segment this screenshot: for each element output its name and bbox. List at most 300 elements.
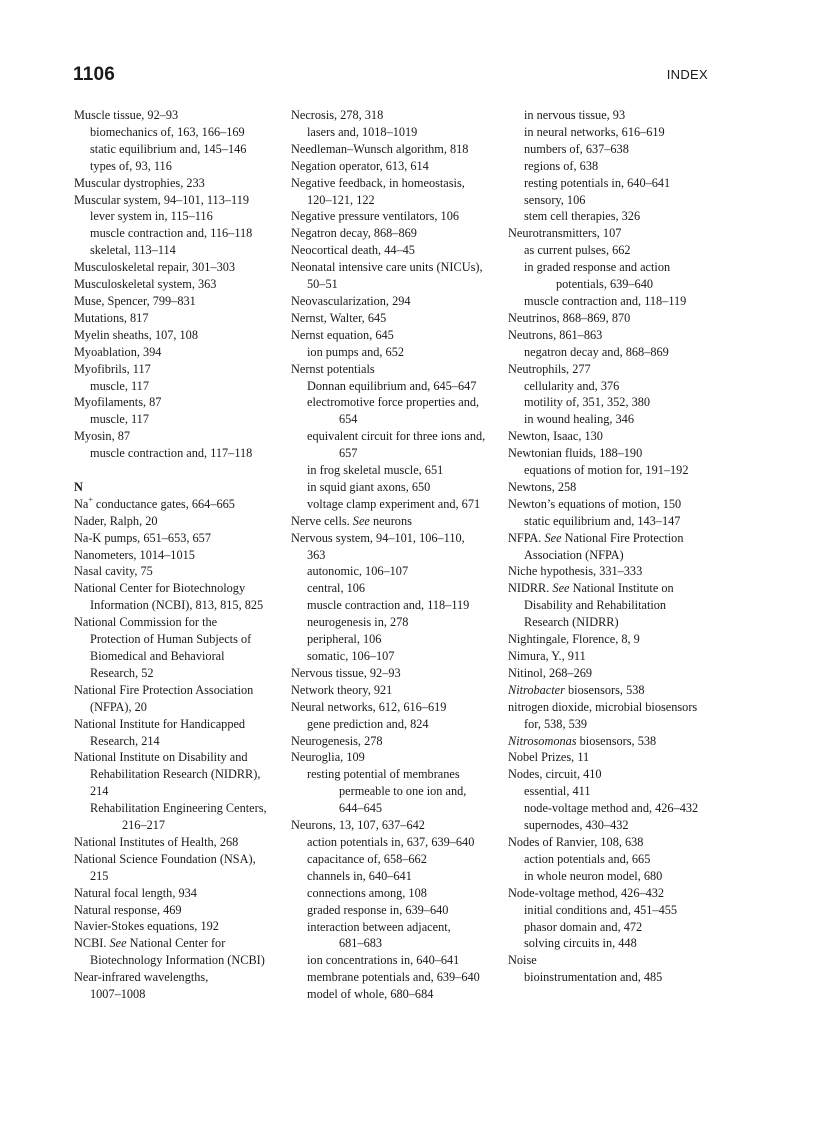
entry-text: Myofibrils, 117 xyxy=(74,361,151,376)
index-heading xyxy=(74,513,279,530)
entry-text: initial conditions and, 451–455 xyxy=(524,902,678,917)
index-subentry xyxy=(291,614,503,631)
index-subentry xyxy=(291,834,503,851)
index-subentry xyxy=(508,192,714,209)
entry-text: connections among, 108 xyxy=(307,885,427,900)
entry-text: 681–683 xyxy=(339,936,383,951)
entry-text: in squid giant axons, 650 xyxy=(307,479,431,494)
index-subentry xyxy=(291,597,503,614)
entry-text: Node-voltage method, 426–432 xyxy=(508,885,665,900)
entry-text: autonomic, 106–107 xyxy=(307,564,409,579)
see-reference: See xyxy=(544,530,562,545)
entry-text: Nasal cavity, 75 xyxy=(74,564,153,579)
entry-text: Information (NCBI), 813, 815, 825 xyxy=(90,598,264,613)
index-subentry xyxy=(74,225,279,242)
entry-text: Nernst, Walter, 645 xyxy=(291,310,387,325)
index-heading xyxy=(74,682,279,699)
entry-text-rest: National Fire Protection xyxy=(561,530,684,545)
index-heading xyxy=(291,749,503,766)
index-entry xyxy=(508,496,714,530)
entry-text: Natural response, 469 xyxy=(74,902,182,917)
index-entry xyxy=(291,699,503,733)
entry-text: as current pulses, 662 xyxy=(524,243,631,258)
index-heading xyxy=(291,141,503,158)
index-subentry xyxy=(291,563,503,580)
index-subentry xyxy=(508,462,714,479)
entry-text: Nanometers, 1014–1015 xyxy=(74,547,195,562)
index-heading xyxy=(291,293,503,310)
index-entry xyxy=(508,361,714,429)
index-heading xyxy=(508,648,714,665)
index-subentry xyxy=(74,733,279,750)
entry-text: Muscular system, 94–101, 113–119 xyxy=(74,192,249,207)
index-entry xyxy=(74,344,279,361)
entry-text: Na xyxy=(74,496,89,511)
index-heading xyxy=(74,530,279,547)
index-entry xyxy=(74,580,279,614)
index-subentry xyxy=(291,428,503,445)
entry-text: Protection of Human Subjects of xyxy=(90,632,252,647)
entry-text: neurogenesis in, 278 xyxy=(307,615,409,630)
index-heading xyxy=(508,563,714,580)
entry-text: Neovascularization, 294 xyxy=(291,293,411,308)
entry-text: Donnan equilibrium and, 645–647 xyxy=(307,378,477,393)
index-heading xyxy=(291,665,503,682)
index-entry xyxy=(74,902,279,919)
index-entry xyxy=(291,158,503,175)
entry-text: Na-K pumps, 651–653, 657 xyxy=(74,530,211,545)
index-entry xyxy=(508,563,714,580)
index-entry xyxy=(291,530,503,665)
index-entry xyxy=(74,394,279,428)
index-subentry xyxy=(508,175,714,192)
index-heading xyxy=(291,361,503,378)
entry-text: stem cell therapies, 326 xyxy=(524,209,641,224)
entry-text: Nightingale, Florence, 8, 9 xyxy=(508,632,640,647)
entry-text: NIDRR. xyxy=(508,581,553,596)
index-heading xyxy=(508,749,714,766)
index-subentry xyxy=(508,158,714,175)
index-subentry xyxy=(508,783,714,800)
index-entry xyxy=(291,513,503,530)
index-entry xyxy=(508,631,714,648)
index-subentry xyxy=(508,344,714,361)
index-subentry xyxy=(508,411,714,428)
index-subentry xyxy=(291,547,503,564)
index-subentry xyxy=(74,665,279,682)
index-heading xyxy=(74,259,279,276)
entry-text: Neonatal intensive care units (NICUs), xyxy=(291,260,483,275)
entry-text: gene prediction and, 824 xyxy=(307,716,429,731)
index-entry xyxy=(291,733,503,750)
index-heading xyxy=(508,479,714,496)
index-subentry xyxy=(291,885,503,902)
index-heading xyxy=(74,547,279,564)
index-subentry xyxy=(508,141,714,158)
index-column-1 xyxy=(74,107,279,1003)
index-entry xyxy=(291,682,503,699)
entry-text: negatron decay and, 868–869 xyxy=(524,344,669,359)
index-subentry xyxy=(74,783,279,800)
index-subentry xyxy=(291,192,503,209)
index-subentry xyxy=(74,124,279,141)
index-heading xyxy=(291,175,503,192)
entry-text: muscle contraction and, 116–118 xyxy=(90,226,253,241)
entry-text: biomechanics of, 163, 166–169 xyxy=(90,124,245,139)
index-entry xyxy=(291,259,503,293)
index-subentry xyxy=(508,851,714,868)
entry-text: skeletal, 113–114 xyxy=(90,243,176,258)
entry-text: in whole neuron model, 680 xyxy=(524,868,663,883)
entry-text: in neural networks, 616–619 xyxy=(524,124,665,139)
index-heading xyxy=(74,394,279,411)
index-subentry xyxy=(291,648,503,665)
index-subentry xyxy=(291,902,503,919)
index-entry xyxy=(74,259,279,276)
entry-text: Negative pressure ventilators, 106 xyxy=(291,209,460,224)
index-subentry xyxy=(74,986,279,1003)
entry-text: National Institute for Handicapped xyxy=(74,716,246,731)
entry-text: Newton’s equations of motion, 150 xyxy=(508,496,682,511)
entry-text: muscle contraction and, 118–119 xyxy=(524,293,687,308)
index-entry xyxy=(508,766,714,834)
entry-text: node-voltage method and, 426–432 xyxy=(524,801,699,816)
index-entry xyxy=(508,665,714,682)
entry-text-rest: biosensors, 538 xyxy=(564,682,645,697)
index-heading xyxy=(291,158,503,175)
index-heading xyxy=(508,496,714,513)
index-heading xyxy=(291,259,503,276)
entry-text: Association (NFPA) xyxy=(524,547,624,562)
index-entry xyxy=(508,834,714,885)
index-heading xyxy=(74,496,279,513)
entry-text-rest: National Institute on xyxy=(569,581,674,596)
entry-text: Newton, Isaac, 130 xyxy=(508,429,603,444)
index-subentry xyxy=(74,817,279,834)
entry-text: phasor domain and, 472 xyxy=(524,919,643,934)
index-subentry xyxy=(508,800,714,817)
entry-text: 363 xyxy=(307,547,326,562)
entry-text: ion concentrations in, 640–641 xyxy=(307,953,460,968)
index-entry xyxy=(74,834,279,851)
index-entry xyxy=(508,107,714,225)
superscript: + xyxy=(88,494,93,504)
index-heading xyxy=(508,699,714,716)
index-entry xyxy=(74,547,279,564)
index-entry xyxy=(74,749,279,834)
entry-text: Nodes, circuit, 410 xyxy=(508,767,602,782)
entry-text: Nader, Ralph, 20 xyxy=(74,513,158,528)
index-subentry xyxy=(74,766,279,783)
index-entry xyxy=(74,682,279,716)
index-subentry xyxy=(291,919,503,936)
entry-text-rest: neurons xyxy=(369,513,412,528)
index-subentry xyxy=(508,276,714,293)
entry-text: static equilibrium and, 143–147 xyxy=(524,513,681,528)
index-heading xyxy=(508,665,714,682)
index-entry xyxy=(508,952,714,986)
entry-text: Nervous tissue, 92–93 xyxy=(291,665,401,680)
index-heading xyxy=(508,107,714,124)
index-subentry xyxy=(508,378,714,395)
index-entry xyxy=(74,563,279,580)
entry-text: voltage clamp experiment and, 671 xyxy=(307,496,481,511)
see-reference: See xyxy=(352,513,370,528)
index-entry xyxy=(291,817,503,1003)
index-subentry xyxy=(291,580,503,597)
index-heading xyxy=(74,107,279,124)
index-subentry xyxy=(508,935,714,952)
entry-text: NCBI. xyxy=(74,936,110,951)
index-subentry xyxy=(291,851,503,868)
index-heading xyxy=(291,530,503,547)
index-subentry xyxy=(74,699,279,716)
entry-text: Musculoskeletal system, 363 xyxy=(74,277,217,292)
entry-text: Biomedical and Behavioral xyxy=(90,648,225,663)
index-heading xyxy=(508,445,714,462)
index-entry xyxy=(74,513,279,530)
entry-text: 50–51 xyxy=(307,277,338,292)
index-subentry xyxy=(291,344,503,361)
index-entry xyxy=(74,293,279,310)
entry-text: National Center for Biotechnology xyxy=(74,581,246,596)
index-heading xyxy=(74,428,279,445)
entry-text: supernodes, 430–432 xyxy=(524,818,629,833)
index-entry xyxy=(508,885,714,953)
index-entry xyxy=(508,682,714,699)
entry-text: bioinstrumentation and, 485 xyxy=(524,970,663,985)
entry-text: Negation operator, 613, 614 xyxy=(291,158,429,173)
entry-text: Muscle tissue, 92–93 xyxy=(74,108,179,122)
index-heading xyxy=(74,716,279,733)
index-heading xyxy=(74,344,279,361)
entry-text: Necrosis, 278, 318 xyxy=(291,108,384,122)
entry-text: channels in, 640–641 xyxy=(307,868,412,883)
index-heading xyxy=(74,310,279,327)
entry-text: Network theory, 921 xyxy=(291,682,393,697)
index-heading xyxy=(291,817,503,834)
running-head: INDEX xyxy=(666,67,708,82)
entry-text: regions of, 638 xyxy=(524,158,599,173)
index-subentry xyxy=(74,208,279,225)
entry-text: peripheral, 106 xyxy=(307,632,382,647)
entry-text: Nodes of Ranvier, 108, 638 xyxy=(508,834,644,849)
entry-text: Negatron decay, 868–869 xyxy=(291,226,417,241)
entry-text: Nernst potentials xyxy=(291,361,375,376)
entry-text: model of whole, 680–684 xyxy=(307,987,434,1002)
index-entry xyxy=(508,479,714,496)
index-entry xyxy=(74,361,279,395)
entry-text: muscle, 117 xyxy=(90,378,149,393)
index-entry xyxy=(74,530,279,547)
entry-text: Nobel Prizes, 11 xyxy=(508,750,590,765)
entry-text: Newtons, 258 xyxy=(508,479,577,494)
entry-text: sensory, 106 xyxy=(524,192,586,207)
index-entry xyxy=(508,733,714,750)
entry-text: 1007–1008 xyxy=(90,987,146,1002)
index-subentry xyxy=(291,411,503,428)
index-entry xyxy=(508,310,714,327)
index-entry xyxy=(74,918,279,935)
index-heading xyxy=(74,851,279,868)
index-subentry xyxy=(508,969,714,986)
index-entry xyxy=(291,327,503,361)
index-subentry xyxy=(74,648,279,665)
entry-text: static equilibrium and, 145–146 xyxy=(90,141,247,156)
index-heading xyxy=(74,175,279,192)
index-entry xyxy=(291,107,503,141)
index-subentry xyxy=(291,124,503,141)
index-subentry xyxy=(508,242,714,259)
entry-text: Negative feedback, in homeostasis, xyxy=(291,175,465,190)
index-entry xyxy=(74,935,279,969)
entry-text: (NFPA), 20 xyxy=(90,699,147,714)
index-entry xyxy=(291,141,503,158)
entry-text: Myosin, 87 xyxy=(74,429,131,444)
index-entry xyxy=(291,361,503,513)
index-subentry xyxy=(508,902,714,919)
index-subentry xyxy=(74,800,279,817)
index-subentry xyxy=(508,817,714,834)
entry-text: in wound healing, 346 xyxy=(524,412,634,427)
index-entry xyxy=(508,225,714,310)
entry-text: Biotechnology Information (NCBI) xyxy=(90,953,265,968)
entry-text: Disability and Rehabilitation xyxy=(524,598,667,613)
index-entry xyxy=(74,716,279,750)
entry-text: Research, 52 xyxy=(90,665,154,680)
index-entry xyxy=(508,648,714,665)
entry-text: types of, 93, 116 xyxy=(90,158,172,173)
entry-text: NFPA. xyxy=(508,530,545,545)
entry-text: motility of, 351, 352, 380 xyxy=(524,395,651,410)
index-heading xyxy=(74,563,279,580)
index-entry xyxy=(291,310,503,327)
entry-text: Noise xyxy=(508,953,537,968)
entry-text: capacitance of, 658–662 xyxy=(307,851,427,866)
entry-text: Nernst equation, 645 xyxy=(291,327,394,342)
entry-text: for, 538, 539 xyxy=(524,716,588,731)
index-entry xyxy=(74,885,279,902)
entry-text: Neuroglia, 109 xyxy=(291,750,365,765)
entry-text: Muscular dystrophies, 233 xyxy=(74,175,205,190)
index-subentry xyxy=(74,952,279,969)
index-heading xyxy=(291,733,503,750)
index-subentry xyxy=(291,952,503,969)
entry-text: Needleman–Wunsch algorithm, 818 xyxy=(291,141,469,156)
index-heading xyxy=(74,885,279,902)
entry-text: permeable to one ion and, xyxy=(339,784,467,799)
index-heading xyxy=(74,192,279,209)
index-heading xyxy=(291,310,503,327)
entry-text: in frog skeletal muscle, 651 xyxy=(307,463,444,478)
entry-text: Nervous system, 94–101, 106–110, xyxy=(291,530,465,545)
index-heading xyxy=(291,208,503,225)
index-entry xyxy=(74,192,279,260)
entry-text: muscle contraction and, 118–119 xyxy=(307,598,470,613)
index-heading xyxy=(508,225,714,242)
index-heading xyxy=(508,834,714,851)
entry-text: electromotive force properties and, xyxy=(307,395,480,410)
entry-text: 657 xyxy=(339,446,358,461)
index-heading xyxy=(291,327,503,344)
index-heading xyxy=(508,952,714,969)
italic-term: Nitrobacter xyxy=(508,682,565,697)
entry-text: National Commission for the xyxy=(74,615,218,630)
index-entry xyxy=(508,580,714,631)
entry-text: Myoablation, 394 xyxy=(74,344,162,359)
index-entry xyxy=(508,530,714,564)
index-subentry xyxy=(291,631,503,648)
index-entry xyxy=(74,310,279,327)
index-subentry xyxy=(508,919,714,936)
entry-text: action potentials in, 637, 639–640 xyxy=(307,834,475,849)
index-subentry xyxy=(508,716,714,733)
index-subentry xyxy=(74,445,279,462)
index-entry xyxy=(508,428,714,445)
index-subentry xyxy=(74,378,279,395)
entry-text: National Institute on Disability and xyxy=(74,750,248,765)
entry-text: central, 106 xyxy=(307,581,366,596)
entry-text: Neurons, 13, 107, 637–642 xyxy=(291,818,425,833)
index-subentry xyxy=(508,394,714,411)
entry-text: National Fire Protection Association xyxy=(74,682,254,697)
entry-text: somatic, 106–107 xyxy=(307,649,395,663)
entry-text: Neocortical death, 44–45 xyxy=(291,243,415,258)
index-entry xyxy=(74,851,279,885)
index-heading xyxy=(74,935,279,952)
index-entry xyxy=(508,749,714,766)
index-entry xyxy=(291,749,503,817)
index-subentry xyxy=(74,631,279,648)
entry-text-rest: National Center for xyxy=(126,936,226,951)
entry-text: muscle, 117 xyxy=(90,412,149,427)
entry-text: 215 xyxy=(90,868,109,883)
index-subentry xyxy=(291,969,503,986)
index-heading xyxy=(508,682,714,699)
entry-text: Rehabilitation Engineering Centers, xyxy=(90,801,267,816)
index-heading xyxy=(74,327,279,344)
index-entry xyxy=(291,242,503,259)
index-heading xyxy=(291,225,503,242)
index-subentry xyxy=(508,293,714,310)
index-heading xyxy=(508,733,714,750)
entry-text: Nerve cells. xyxy=(291,513,353,528)
index-entry xyxy=(291,208,503,225)
index-heading xyxy=(508,310,714,327)
index-heading xyxy=(74,614,279,631)
index-subentry xyxy=(508,124,714,141)
index-column-2 xyxy=(291,107,503,1003)
index-subentry xyxy=(74,411,279,428)
entry-text: 644–645 xyxy=(339,801,383,816)
entry-text: action potentials and, 665 xyxy=(524,851,651,866)
index-heading xyxy=(508,428,714,445)
index-heading xyxy=(74,580,279,597)
index-subentry xyxy=(291,445,503,462)
entry-text: solving circuits in, 448 xyxy=(524,936,637,951)
index-entry xyxy=(74,614,279,682)
entry-text: Neurotransmitters, 107 xyxy=(508,226,622,241)
entry-text: resting potential of membranes xyxy=(307,767,460,782)
index-entry xyxy=(508,699,714,733)
entry-text: National Science Foundation (NSA), xyxy=(74,851,256,866)
index-heading xyxy=(508,885,714,902)
index-subentry xyxy=(508,259,714,276)
index-entry xyxy=(291,225,503,242)
index-entry xyxy=(74,428,279,462)
index-subentry xyxy=(291,378,503,395)
see-reference: See xyxy=(109,936,127,951)
